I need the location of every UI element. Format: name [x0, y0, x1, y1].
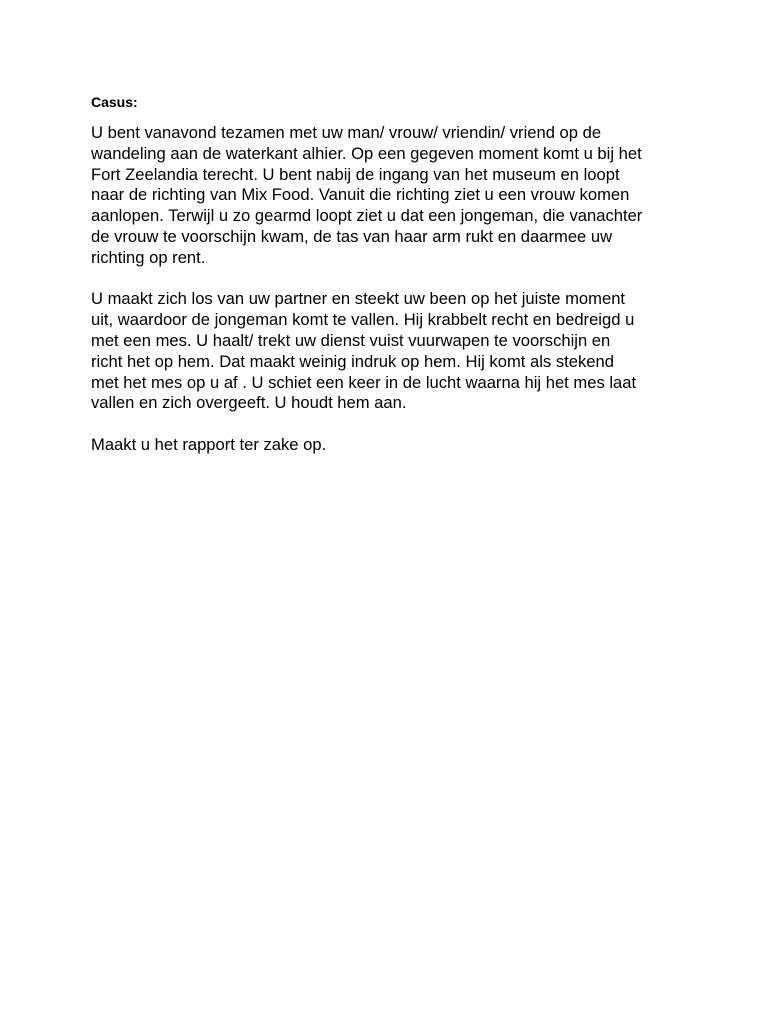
case-assignment: Maakt u het rapport ter zake op. — [91, 434, 327, 454]
case-heading: Casus: — [91, 94, 138, 110]
case-paragraph-2: U maakt zich los van uw partner en steekt uw been op het juiste moment uit, waardoor de jongeman komt te vallen. Hij krabbelt recht en bedreigd u met een mes. U haalt/ trekt uw dienst vuist vuurwapen te voorschijn en richt het op hem. Dat maakt weinig indruk op hem. Hij komt als stekend met het mes op u af . U schiet een keer in de lucht waarna hij het mes laat vallen en zich overgeeft. U houdt hem aan. — [91, 289, 637, 413]
case-paragraph-1: U bent vanavond tezamen met uw man/ vrouw/ vriendin/ vriend op de wandeling aan de waterkant alhier. Op een gegeven moment komt u bij het Fort Zeelandia terecht. U bent nabij de ingang van het museum en loopt naar de richting van Mix Food. Vanuit die richting ziet u een vrouw komen aanlopen. Terwijl u zo gearmd loopt ziet u dat een jongeman, die vanachter de vrouw te voorschijn kwam, de tas van haar arm rukt en daarmee uw richting op rent. — [91, 123, 643, 267]
document-page — [91, 93, 691, 456]
